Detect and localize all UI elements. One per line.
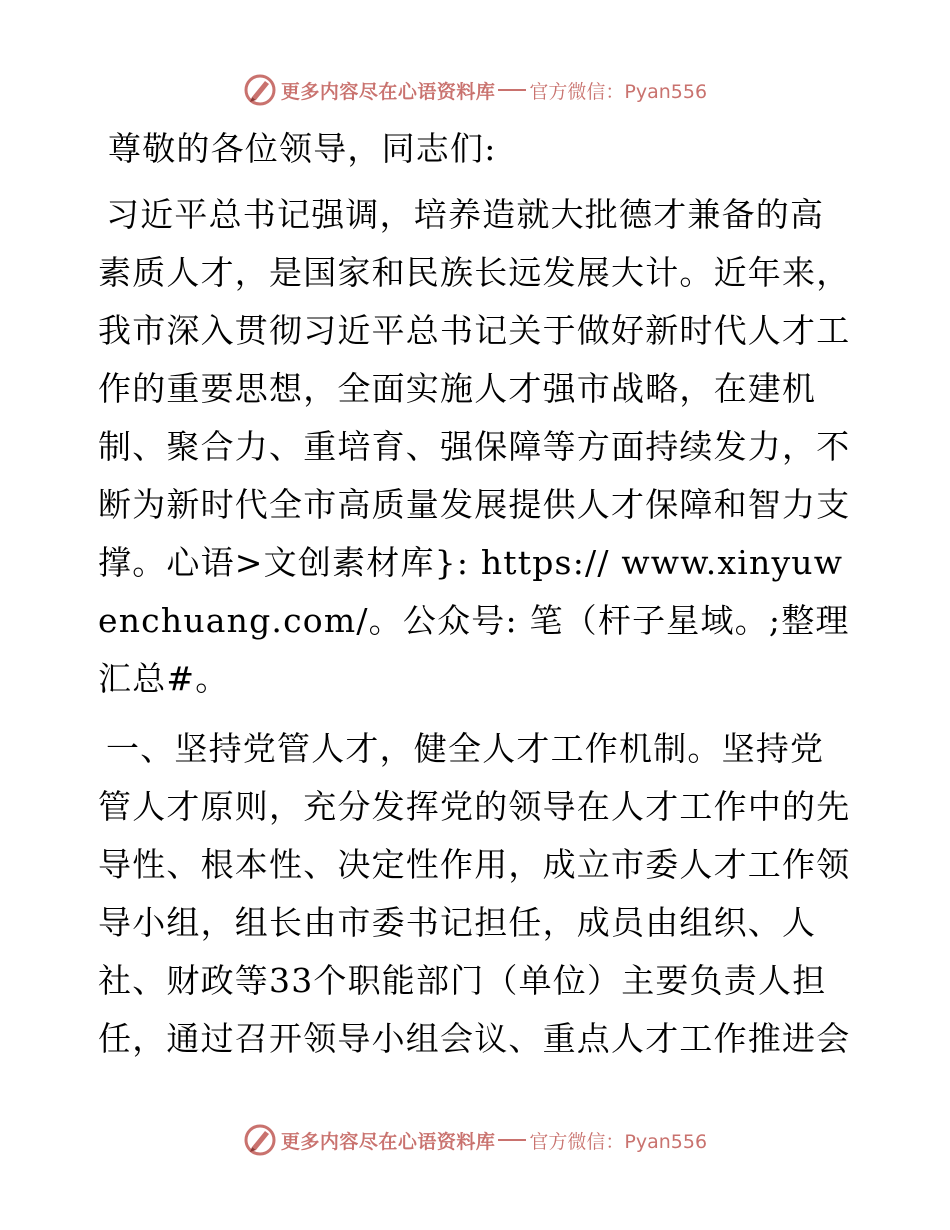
footer-banner bbox=[0, 1120, 950, 1160]
document-body bbox=[98, 120, 858, 1068]
paragraph-intro: 习近平总书记强调，培养造就大批德才兼备的高素质人才，是国家和民族长远发展大计。近年来，我市深入贯彻习近平总书记关于做好新时代人才工作的重要思想，全面实施人才强市战略，在建机制、聚合力、重培育、强保障等方面持续发力，不断为新时代全市高质量发展提供人才保障和智力支撑。心语>文创素材库}: https:// www.xinyuwenchuang.com/。公众号: 笔（杆子星域。;整理汇总#。 bbox=[98, 195, 851, 698]
salutation: 尊敬的各位领导，同志们: bbox=[108, 129, 497, 168]
banner-divider bbox=[498, 1139, 526, 1141]
banner-divider bbox=[498, 89, 526, 91]
banner-contact: 官方微信：Pyan556 bbox=[529, 1130, 708, 1153]
banner-text: 更多内容尽在心语资料库 bbox=[280, 80, 496, 103]
pen-logo-icon bbox=[243, 73, 277, 107]
header-banner bbox=[0, 70, 950, 110]
banner-contact: 官方微信：Pyan556 bbox=[529, 80, 708, 103]
pen-logo-icon bbox=[243, 1123, 277, 1157]
paragraph-section-one: 一、坚持党管人才，健全人才工作机制。坚持党管人才原则，充分发挥党的领导在人才工作中的先导性、根本性、决定性作用，成立市委人才工作领导小组，组长由市委书记担任，成员由组织、人社、财政等33个职能部门（单位）主要负责人担任，通过召开领导小组会议、重点人才工作推进会 bbox=[98, 729, 851, 1058]
banner-text: 更多内容尽在心语资料库 bbox=[280, 1130, 496, 1153]
